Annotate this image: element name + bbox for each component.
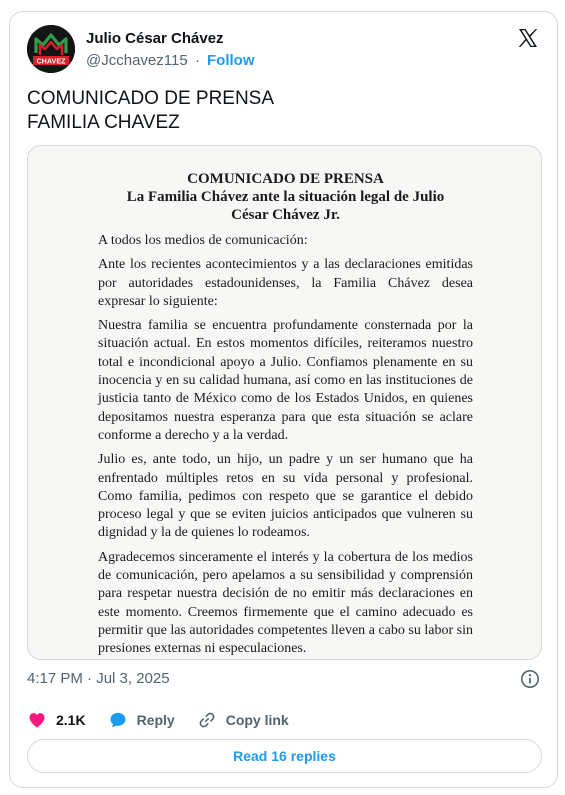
press-release-image[interactable] — [27, 145, 542, 660]
like-button[interactable] — [27, 710, 86, 730]
link-icon — [197, 710, 217, 730]
follow-button[interactable]: Follow — [207, 52, 255, 69]
read-replies-button[interactable]: Read 16 replies — [27, 739, 542, 773]
document-subtitle: La Familia Chávez ante la situación legal de Julio César Chávez Jr. — [126, 189, 445, 223]
info-icon[interactable] — [520, 669, 540, 689]
chavez-logo-icon — [27, 25, 75, 73]
document-paragraph: Julio es, ante todo, un hijo, un padre y un ser humano que ha enfrentado múltiples retos en su vida personal y profesional. Como familia, pedimos con respeto que se garantice el debido proceso legal y que se eviten juicios anticipados que vulneren su dignidad y la de quienes lo rodeamos. — [98, 452, 473, 541]
document-paragraph: Ante los recientes acontecimientos y a las declaraciones emitidas por autoridades estadounidenses, la Familia Chávez desea expresar lo siguiente: — [98, 257, 473, 309]
document-paragraph: A todos los medios de comunicación: — [98, 233, 308, 248]
tweet-text-line: COMUNICADO DE PRENSA — [27, 88, 275, 109]
tweet-card — [9, 11, 558, 788]
heart-icon — [27, 710, 47, 730]
avatar-logo-text: CHAVEZ — [36, 56, 66, 66]
author-handle[interactable]: @Jcchavez115 — [86, 52, 188, 69]
speech-bubble-icon — [108, 710, 128, 730]
document-paragraph: Agradecemos sinceramente el interés y la cobertura de los medios de comunicación, pero apelamos a su sensibilidad y comprensión para respetar nuestra decisión de no emitir más declaraciones en este momento. Creemos firmemente que el camino adecuado es permitir que las autoridades competentes lleven a cabo su labor sin presiones externas ni especulaciones. — [98, 549, 473, 657]
reply-button[interactable] — [108, 710, 175, 730]
copy-link-button[interactable] — [197, 710, 289, 730]
avatar[interactable] — [27, 25, 75, 73]
tweet-actions — [27, 709, 311, 731]
reply-label: Reply — [136, 712, 175, 728]
document-title: COMUNICADO DE PRENSA — [187, 171, 384, 187]
author-meta — [86, 52, 255, 69]
tweet-timestamp[interactable]: 4:17 PM · Jul 3, 2025 — [27, 670, 170, 687]
press-release-document — [98, 170, 473, 659]
author-name[interactable]: Julio César Chávez — [86, 30, 224, 47]
like-count: 2.1K — [56, 712, 86, 728]
x-logo-icon[interactable] — [516, 26, 540, 50]
tweet-text-line: FAMILIA CHAVEZ — [27, 112, 180, 133]
separator-dot: · — [194, 52, 200, 69]
tweet-text — [27, 87, 537, 135]
copy-link-label: Copy link — [225, 712, 289, 728]
document-paragraph: Nuestra familia se encuentra profundamente consternada por la situación actual. En estos momentos difíciles, reiteramos nuestro total e incondicional apoyo a Julio. Confiamos plenamente en su inocencia y en su calidad humana, así como en las instituciones de justicia tanto de México como de los Estados Unidos, en quienes depositamos nuestra esperanza para que esta situación se aclare conforme a derecho y a la verdad. — [98, 318, 473, 443]
